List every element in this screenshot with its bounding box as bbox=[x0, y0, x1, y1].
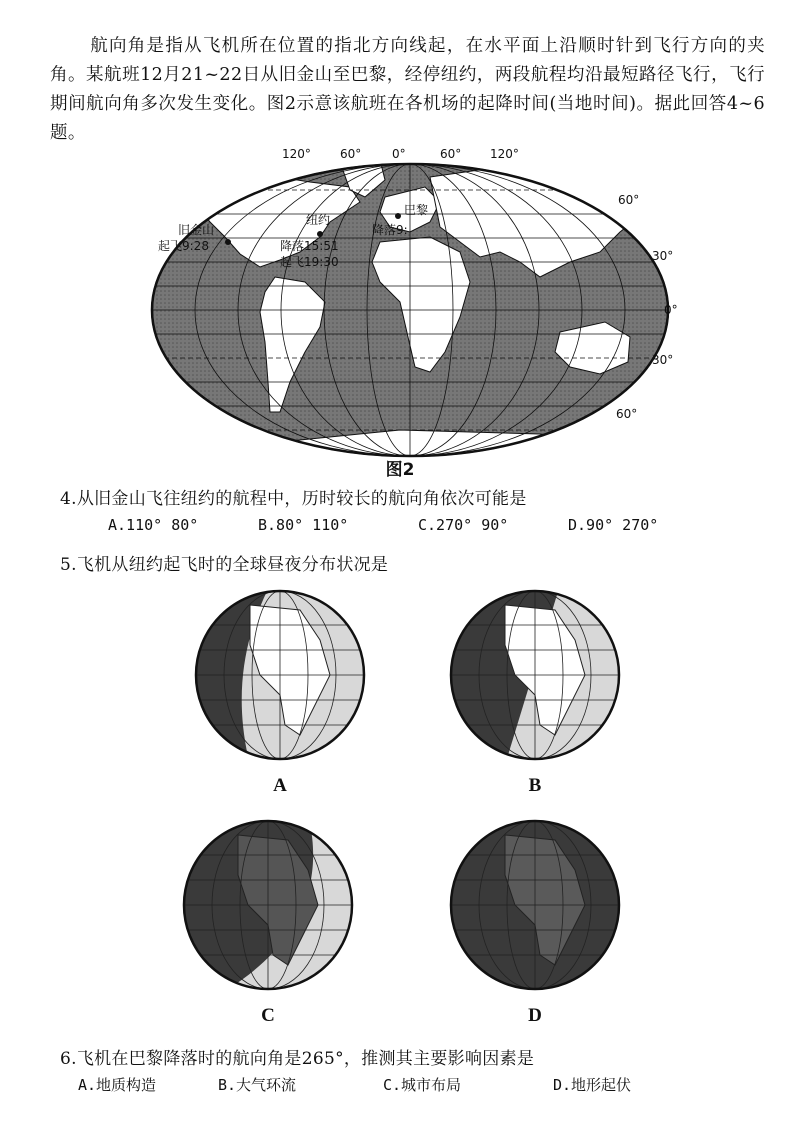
globe-d[interactable] bbox=[445, 815, 625, 1045]
lat-label: 0° bbox=[664, 303, 678, 317]
globe-c[interactable] bbox=[178, 815, 358, 1045]
world-map bbox=[140, 142, 680, 477]
option-d[interactable]: D.地形起伏 bbox=[553, 1076, 632, 1094]
globe-a-image bbox=[190, 585, 370, 765]
globe-c-label: C bbox=[261, 1005, 275, 1026]
intro-paragraph: 航向角是指从飞机所在位置的指北方向线起，在水平面上沿顺时针到飞行方向的夹角。某航班12月21~22日从旧金山至巴黎，经停纽约，两段航程均沿最短路径飞行，飞行期间航向角多次发生变化。图2示意该航班在各机场的起降时间(当地时间)。据此回答4~6题。 bbox=[50, 36, 765, 143]
paris-name: 巴黎 bbox=[404, 203, 429, 217]
globe-d-label: D bbox=[528, 1005, 542, 1026]
paris-marker bbox=[395, 213, 401, 219]
lon-label: 120° bbox=[490, 147, 519, 161]
ny-landing-time: 降落15:51 bbox=[280, 239, 339, 253]
ny-takeoff-time: 起飞19:30 bbox=[280, 255, 339, 269]
ny-name: 纽约 bbox=[306, 213, 331, 227]
option-b[interactable]: B.大气环流 bbox=[218, 1076, 297, 1094]
question-6-stem: 6.飞机在巴黎降落时的航向角是265°，推测其主要影响因素是 bbox=[60, 1049, 535, 1069]
globe-d-image bbox=[445, 815, 625, 995]
lon-label: 0° bbox=[392, 147, 406, 161]
san-francisco-marker bbox=[225, 239, 231, 245]
world-map-figure bbox=[140, 142, 680, 477]
question-5-stem: 5.飞机从纽约起飞时的全球昼夜分布状况是 bbox=[60, 555, 389, 575]
question-4-stem: 4.从旧金山飞往纽约的航程中，历时较长的航向角依次可能是 bbox=[60, 489, 527, 509]
figure-caption: 图2 bbox=[385, 460, 415, 480]
option-a[interactable]: A.110° 80° bbox=[108, 516, 199, 534]
option-b[interactable]: B.80° 110° bbox=[258, 516, 349, 534]
sf-name: 旧金山 bbox=[178, 223, 215, 237]
sf-time: 起飞9:28 bbox=[158, 239, 209, 253]
globe-b[interactable] bbox=[445, 585, 625, 815]
option-d[interactable]: D.90° 270° bbox=[568, 516, 659, 534]
lat-label: 60° bbox=[618, 193, 640, 207]
globe-c-image bbox=[178, 815, 358, 995]
lon-label: 60° bbox=[440, 147, 462, 161]
globe-b-label: B bbox=[528, 775, 542, 796]
globe-a-label: A bbox=[273, 775, 287, 796]
lon-label: 60° bbox=[340, 147, 362, 161]
new-york-marker bbox=[317, 231, 323, 237]
globe-b-image bbox=[445, 585, 625, 765]
lon-label: 120° bbox=[282, 147, 311, 161]
option-a[interactable]: A.地质构造 bbox=[78, 1076, 157, 1094]
lat-label: 30° bbox=[652, 249, 674, 263]
globe-a[interactable] bbox=[190, 585, 370, 815]
option-c[interactable]: C.城市布局 bbox=[383, 1076, 462, 1094]
option-c[interactable]: C.270° 90° bbox=[418, 516, 509, 534]
lat-label: 30° bbox=[652, 353, 674, 367]
paris-landing-time: 降落9: bbox=[372, 223, 408, 237]
lat-label: 60° bbox=[616, 407, 638, 421]
